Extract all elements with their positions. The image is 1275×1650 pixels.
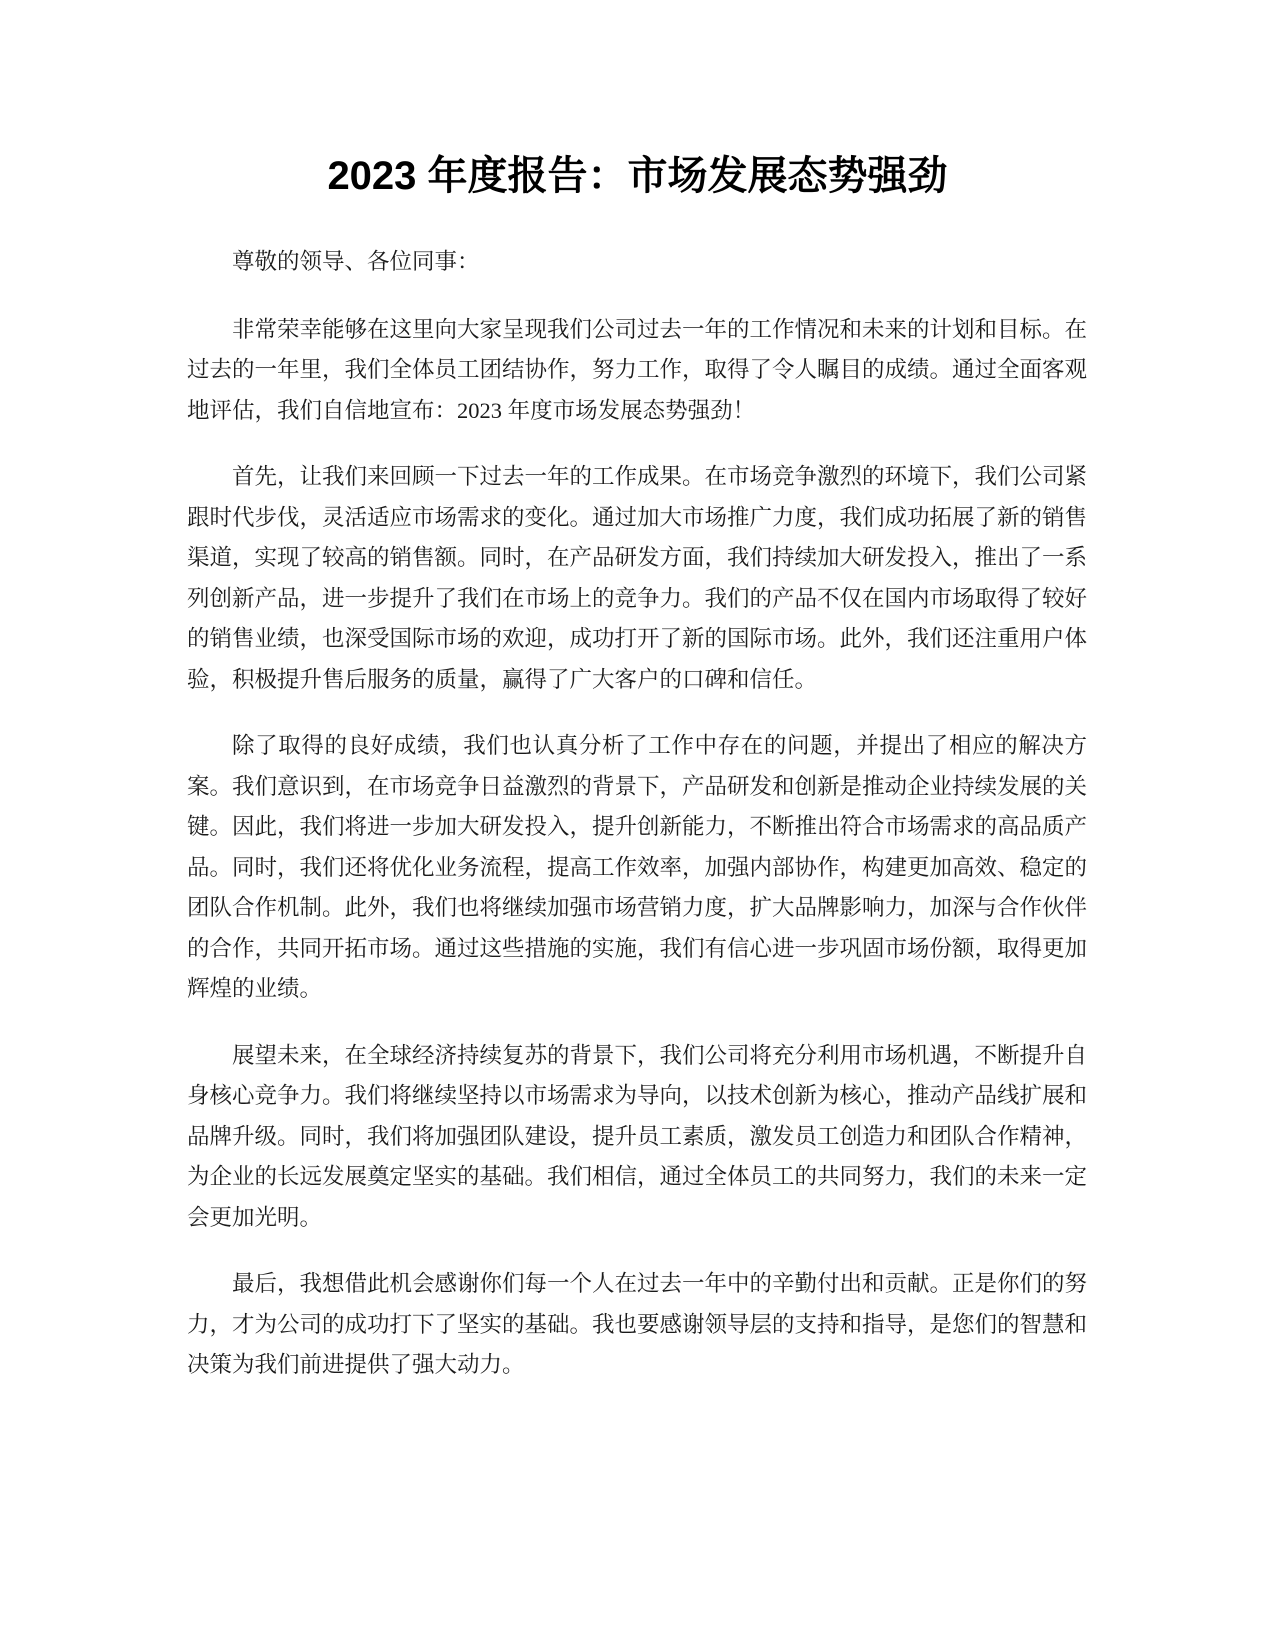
document-body bbox=[187, 242, 1087, 1412]
document-title: 2023 年度报告：市场发展态势强劲 bbox=[327, 154, 948, 198]
paragraph-outlook: 展望未来，在全球经济持续复苏的背景下，我们公司将充分利用市场机遇，不断提升自身核心竞争力。我们将继续坚持以市场需求为导向，以技术创新为核心，推动产品线扩展和品牌升级。同时，我们将加强团队建设，提升员工素质，激发员工创造力和团队合作精神，为企业的长远发展奠定坚实的基础。我们相信，通过全体员工的共同努力，我们的未来一定会更加光明。 bbox=[187, 1042, 1088, 1230]
salutation: 尊敬的领导、各位同事： bbox=[232, 249, 480, 274]
paragraph-achievements: 首先，让我们来回顾一下过去一年的工作成果。在市场竞争激烈的环境下，我们公司紧跟时代步伐，灵活适应市场需求的变化。通过加大市场推广力度，我们成功拓展了新的销售渠道，实现了较高的销售额。同时，在产品研发方面，我们持续加大研发投入，推出了一系列创新产品，进一步提升了我们在市场上的竞争力。我们的产品不仅在国内市场取得了较好的销售业绩，也深受国际市场的欢迎，成功打开了新的国际市场。此外，我们还注重用户体验，积极提升售后服务的质量，赢得了广大客户的口碑和信任。 bbox=[187, 464, 1088, 692]
paragraph-problems-solutions: 除了取得的良好成绩，我们也认真分析了工作中存在的问题，并提出了相应的解决方案。我们意识到，在市场竞争日益激烈的背景下，产品研发和创新是推动企业持续发展的关键。因此，我们将进一步加大研发投入，提升创新能力，不断推出符合市场需求的高品质产品。同时，我们还将优化业务流程，提高工作效率，加强内部协作，构建更加高效、稳定的团队合作机制。此外，我们也将继续加强市场营销力度，扩大品牌影响力，加深与合作伙伴的合作，共同开拓市场。通过这些措施的实施，我们有信心进一步巩固市场份额，取得更加辉煌的业绩。 bbox=[187, 733, 1088, 1001]
paragraph-thanks: 最后，我想借此机会感谢你们每一个人在过去一年中的辛勤付出和贡献。正是你们的努力，才为公司的成功打下了坚实的基础。我也要感谢领导层的支持和指导，是您们的智慧和决策为我们前进提供了强大动力。 bbox=[187, 1271, 1088, 1377]
paragraph-intro: 非常荣幸能够在这里向大家呈现我们公司过去一年的工作情况和未来的计划和目标。在过去的一年里，我们全体员工团结协作，努力工作，取得了令人瞩目的成绩。通过全面客观地评估，我们自信地宣布：2023 年度市场发展态势强劲！ bbox=[187, 316, 1088, 423]
